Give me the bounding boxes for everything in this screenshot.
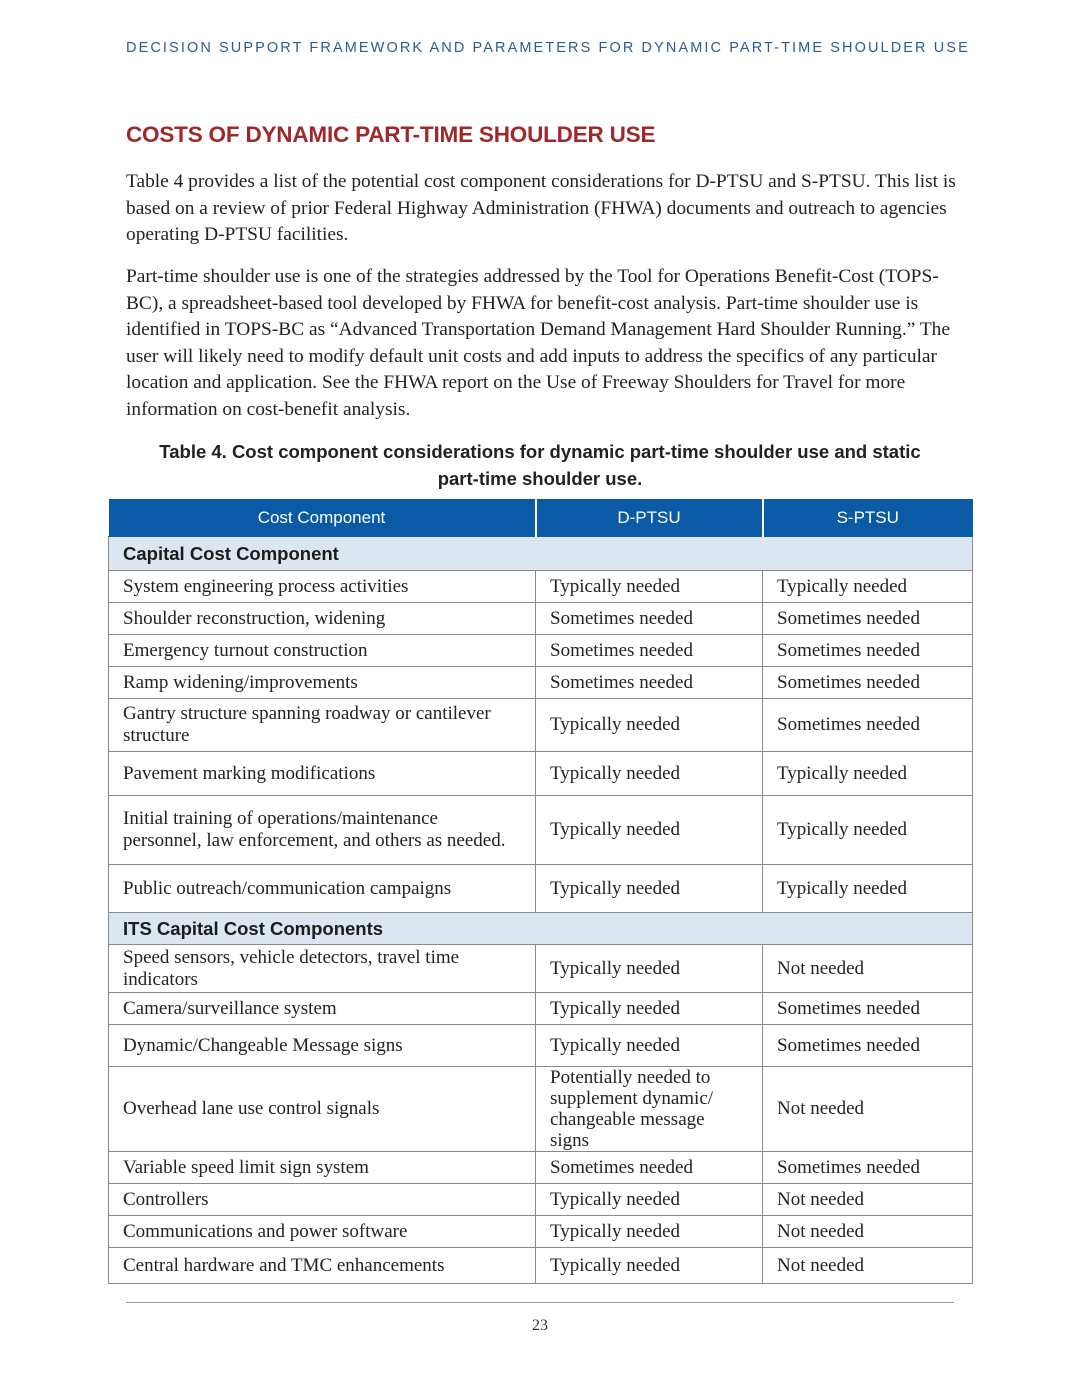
cell-component: Ramp widening/improvements xyxy=(109,667,536,699)
cell-d-ptsu: Typically needed xyxy=(536,1184,763,1216)
cell-component: Shoulder reconstruction, widening xyxy=(109,603,536,635)
cell-component: Initial training of operations/maintenance personnel, law enforcement, and others as needed. xyxy=(109,796,536,865)
cell-component: Overhead lane use control signals xyxy=(109,1067,536,1152)
header-cost-component: Cost Component xyxy=(109,500,536,537)
intro-paragraph: Table 4 provides a list of the potential cost component considerations for D-PTSU and S-PTSU. This list is based on a review of prior Federal Highway Administration (FHWA) documents and outreach to agencies operating D-PTSU facilities. xyxy=(126,171,956,245)
table-row xyxy=(109,699,973,752)
cell-component: System engineering process activities xyxy=(109,571,536,603)
cell-component: Variable speed limit sign system xyxy=(109,1152,536,1184)
section-title: COSTS OF DYNAMIC PART-TIME SHOULDER USE xyxy=(126,122,656,147)
cell-s-ptsu: Sometimes needed xyxy=(763,635,973,667)
cell-d-ptsu: Typically needed xyxy=(536,1025,763,1067)
cell-s-ptsu: Not needed xyxy=(763,1184,973,1216)
cell-component: Dynamic/Changeable Message signs xyxy=(109,1025,536,1067)
cell-s-ptsu: Sometimes needed xyxy=(763,1025,973,1067)
group-title-its-capital: ITS Capital Cost Components xyxy=(109,913,973,945)
group-row xyxy=(109,537,973,571)
cell-s-ptsu: Not needed xyxy=(763,1248,973,1284)
cell-s-ptsu: Typically needed xyxy=(763,796,973,865)
cell-d-ptsu: Sometimes needed xyxy=(536,603,763,635)
cell-s-ptsu: Sometimes needed xyxy=(763,667,973,699)
cell-component: Gantry structure spanning roadway or cantilever structure xyxy=(109,699,536,752)
cell-component: Public outreach/communication campaigns xyxy=(109,865,536,913)
cell-s-ptsu: Not needed xyxy=(763,1067,973,1152)
table-row xyxy=(109,667,973,699)
table-row xyxy=(109,945,973,993)
cell-component: Emergency turnout construction xyxy=(109,635,536,667)
table-caption xyxy=(108,438,972,492)
table-row xyxy=(109,1184,973,1216)
cell-d-ptsu: Typically needed xyxy=(536,796,763,865)
table-row xyxy=(109,571,973,603)
table-caption-line-1: Table 4. Cost component considerations for dynamic part-time shoulder use and static xyxy=(159,441,921,462)
group-title-capital: Capital Cost Component xyxy=(109,537,973,571)
table-caption-line-2: part-time shoulder use. xyxy=(437,468,643,489)
table-row xyxy=(109,603,973,635)
table-row xyxy=(109,1216,973,1248)
tops-bc-paragraph: Part-time shoulder use is one of the strategies addressed by the Tool for Operations Benefit-Cost (TOPS-BC), a spreadsheet-based tool developed by FHWA for benefit-cost analysis. Part-time shoulder use is identified in TOPS-BC as “Advanced Transportation Demand Management Hard Shoulder Running.” The user will likely need to modify default unit costs and add inputs to address the specifics of any particular location and application. See the FHWA report on the Use of Freeway Shoulders for Travel for more information on cost-benefit analysis. xyxy=(126,266,950,420)
cell-d-ptsu: Typically needed xyxy=(536,1216,763,1248)
cell-d-ptsu: Sometimes needed xyxy=(536,667,763,699)
cell-d-ptsu: Typically needed xyxy=(536,865,763,913)
cell-s-ptsu: Typically needed xyxy=(763,571,973,603)
cell-s-ptsu: Not needed xyxy=(763,945,973,993)
cell-d-ptsu: Typically needed xyxy=(536,993,763,1025)
cell-s-ptsu: Typically needed xyxy=(763,752,973,796)
cell-component: Pavement marking modifications xyxy=(109,752,536,796)
table-row xyxy=(109,1152,973,1184)
cell-component: Communications and power software xyxy=(109,1216,536,1248)
cell-component: Camera/surveillance system xyxy=(109,993,536,1025)
table-row xyxy=(109,993,973,1025)
table-row xyxy=(109,865,973,913)
table-row xyxy=(109,796,973,865)
group-row xyxy=(109,913,973,945)
cell-component: Speed sensors, vehicle detectors, travel time indicators xyxy=(109,945,536,993)
header-s-ptsu: S-PTSU xyxy=(763,500,973,537)
table-row xyxy=(109,1067,973,1152)
running-header: DECISION SUPPORT FRAMEWORK AND PARAMETERS FOR DYNAMIC PART-TIME SHOULDER USE xyxy=(126,40,970,56)
cell-d-ptsu: Typically needed xyxy=(536,699,763,752)
cell-d-ptsu: Typically needed xyxy=(536,571,763,603)
cell-d-ptsu: Sometimes needed xyxy=(536,1152,763,1184)
table-header-row xyxy=(109,500,973,537)
cell-component: Central hardware and TMC enhancements xyxy=(109,1248,536,1284)
cell-s-ptsu: Sometimes needed xyxy=(763,699,973,752)
page-number: 23 xyxy=(532,1317,548,1334)
cell-d-ptsu: Sometimes needed xyxy=(536,635,763,667)
table-row xyxy=(109,1248,973,1284)
header-d-ptsu: D-PTSU xyxy=(536,500,763,537)
table-row xyxy=(109,752,973,796)
cell-s-ptsu: Not needed xyxy=(763,1216,973,1248)
table-row xyxy=(109,1025,973,1067)
table-row xyxy=(109,635,973,667)
cell-s-ptsu: Sometimes needed xyxy=(763,1152,973,1184)
cell-s-ptsu: Sometimes needed xyxy=(763,603,973,635)
footer-divider xyxy=(126,1302,954,1303)
cell-d-ptsu: Typically needed xyxy=(536,752,763,796)
cost-component-table xyxy=(108,499,973,1284)
cell-d-ptsu: Typically needed xyxy=(536,945,763,993)
cell-d-ptsu: Typically needed xyxy=(536,1248,763,1284)
cell-s-ptsu: Sometimes needed xyxy=(763,993,973,1025)
cell-d-ptsu: Potentially needed to supplement dynamic/ changeable message signs xyxy=(536,1067,763,1152)
cell-s-ptsu: Typically needed xyxy=(763,865,973,913)
cell-component: Controllers xyxy=(109,1184,536,1216)
